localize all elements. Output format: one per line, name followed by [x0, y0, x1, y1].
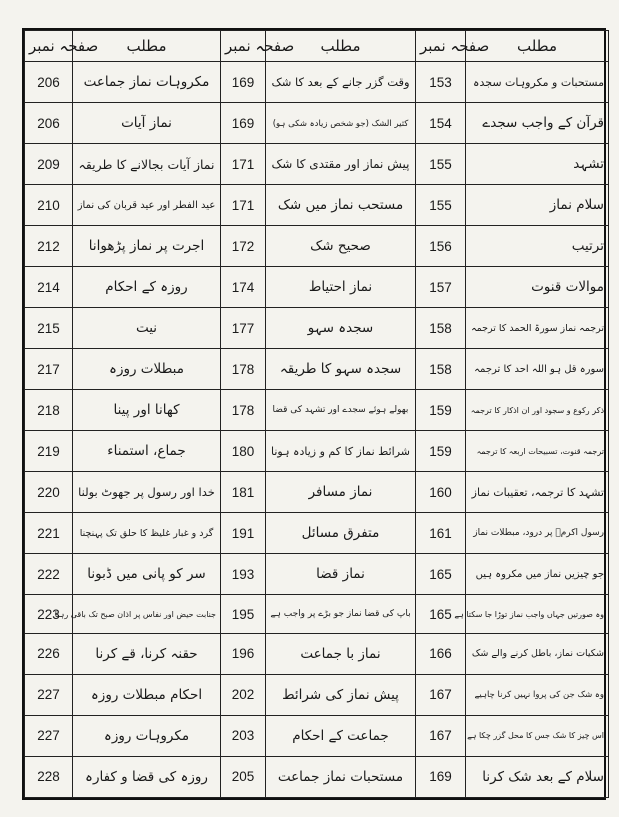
page-number-cell: 217	[25, 349, 73, 390]
page-number-cell: 156	[416, 226, 466, 267]
page-number-cell: 169	[221, 62, 266, 103]
topic-cell: جماعت کے احکام	[266, 715, 416, 756]
topic-cell: سورہ قل ہو اللہ احد کا ترجمہ	[466, 349, 609, 390]
topic-cell: سلام نماز	[466, 185, 609, 226]
header-page-number-3: صفحہ نمبر	[416, 31, 466, 62]
table-row	[25, 226, 609, 267]
page-number-cell: 191	[221, 513, 266, 554]
topic-cell: گرد و غبار غلیظ کا حلق تک پہنچنا	[73, 513, 221, 554]
topic-cell: نماز آیات بجالانے کا طریقہ	[73, 144, 221, 185]
topic-cell: نماز با جماعت	[266, 633, 416, 674]
page-number-cell: 169	[416, 756, 466, 797]
table-row	[25, 185, 609, 226]
page-number-cell: 202	[221, 674, 266, 715]
page-number-cell: 210	[25, 185, 73, 226]
topic-cell: عید الفطر اور عید قربان کی نماز	[73, 185, 221, 226]
topic-cell: شرائط نماز کا کم و زیادہ ہونا	[266, 431, 416, 472]
table-row	[25, 554, 609, 595]
topic-cell: نماز احتیاط	[266, 267, 416, 308]
topic-cell: اس چیز کا شک جس کا محل گزر چکا ہے	[466, 715, 609, 756]
page-number-cell: 223	[25, 595, 73, 634]
topic-cell: جنابت حیض اور نفاس پر اذان صبح تک باقی رہنا	[73, 595, 221, 634]
page-number-cell: 226	[25, 633, 73, 674]
page-number-cell: 171	[221, 185, 266, 226]
page-number-cell: 178	[221, 349, 266, 390]
page-number-cell: 178	[221, 390, 266, 431]
topic-cell: تشہد کا ترجمہ، تعقیبات نماز	[466, 472, 609, 513]
topic-cell: مبطلات روزہ	[73, 349, 221, 390]
page-number-cell: 165	[416, 595, 466, 634]
table-row	[25, 513, 609, 554]
page-number-cell: 218	[25, 390, 73, 431]
topic-cell: مکروہات روزہ	[73, 715, 221, 756]
topic-cell: صحیح شک	[266, 226, 416, 267]
page-number-cell: 165	[416, 554, 466, 595]
table-row	[25, 308, 609, 349]
page-number-cell: 181	[221, 472, 266, 513]
topic-cell: تشہد	[466, 144, 609, 185]
table-row	[25, 595, 609, 634]
header-page-number-2: صفحہ نمبر	[221, 31, 266, 62]
page-number-cell: 228	[25, 756, 73, 797]
table-row	[25, 674, 609, 715]
table-row	[25, 431, 609, 472]
page-number-cell: 209	[25, 144, 73, 185]
topic-cell: پیش نماز اور مقتدی کا شک	[266, 144, 416, 185]
page-number-cell: 220	[25, 472, 73, 513]
page-number-cell: 160	[416, 472, 466, 513]
topic-cell: اجرت پر نماز پڑھوانا	[73, 226, 221, 267]
page-number-cell: 193	[221, 554, 266, 595]
table-row	[25, 62, 609, 103]
table-row	[25, 267, 609, 308]
topic-cell: جو چیزیں نماز میں مکروہ ہیں	[466, 554, 609, 595]
topic-cell: ترتیب	[466, 226, 609, 267]
table-row	[25, 715, 609, 756]
topic-cell: کثیر الشک (جو شخص زیادہ شکی ہو)	[266, 103, 416, 144]
page-number-cell: 180	[221, 431, 266, 472]
header-topic-3: مطلب	[466, 31, 609, 62]
header-topic-1: مطلب	[73, 31, 221, 62]
page-number-cell: 167	[416, 715, 466, 756]
index-table	[24, 30, 609, 798]
table-row	[25, 349, 609, 390]
topic-cell: جماع، استمناء	[73, 431, 221, 472]
page-number-cell: 157	[416, 267, 466, 308]
topic-cell: پیش نماز کی شرائط	[266, 674, 416, 715]
topic-cell: روزہ کے احکام	[73, 267, 221, 308]
page-number-cell: 153	[416, 62, 466, 103]
header-row	[25, 31, 609, 62]
table-row	[25, 144, 609, 185]
page-number-cell: 212	[25, 226, 73, 267]
topic-cell: مستحب نماز میں شک	[266, 185, 416, 226]
topic-cell: قرآن کے واجب سجدے	[466, 103, 609, 144]
page-number-cell: 222	[25, 554, 73, 595]
topic-cell: روزہ کی قضا و کفارہ	[73, 756, 221, 797]
page-number-cell: 154	[416, 103, 466, 144]
topic-cell: کھانا اور پینا	[73, 390, 221, 431]
page-number-cell: 155	[416, 144, 466, 185]
topic-cell: باپ کی قضا نماز جو بڑے پر واجب ہے	[266, 595, 416, 634]
topic-cell: سجدہ سہو	[266, 308, 416, 349]
page-number-cell: 227	[25, 715, 73, 756]
topic-cell: رسول اکرمؐ پر درود، مبطلات نماز	[466, 513, 609, 554]
page-number-cell: 195	[221, 595, 266, 634]
header-topic-2: مطلب	[266, 31, 416, 62]
table-row	[25, 390, 609, 431]
table-row	[25, 756, 609, 797]
page-number-cell: 215	[25, 308, 73, 349]
page-number-cell: 203	[221, 715, 266, 756]
index-table-page	[22, 28, 606, 800]
topic-cell: نماز آیات	[73, 103, 221, 144]
topic-cell: متفرق مسائل	[266, 513, 416, 554]
page-number-cell: 158	[416, 308, 466, 349]
page-number-cell: 177	[221, 308, 266, 349]
topic-cell: سر کو پانی میں ڈبونا	[73, 554, 221, 595]
page-number-cell: 171	[221, 144, 266, 185]
topic-cell: نماز قضا	[266, 554, 416, 595]
topic-cell: احکام مبطلات روزہ	[73, 674, 221, 715]
page-number-cell: 167	[416, 674, 466, 715]
page-number-cell: 155	[416, 185, 466, 226]
page-number-cell: 159	[416, 390, 466, 431]
page-number-cell: 205	[221, 756, 266, 797]
table-row	[25, 472, 609, 513]
topic-cell: شکیات نماز، باطل کرنے والے شک	[466, 633, 609, 674]
topic-cell: وقت گزر جانے کے بعد کا شک	[266, 62, 416, 103]
topic-cell: نماز مسافر	[266, 472, 416, 513]
topic-cell: سلام کے بعد شک کرنا	[466, 756, 609, 797]
page-number-cell: 172	[221, 226, 266, 267]
topic-cell: وہ شک جن کی پروا نہیں کرنا چاہیے	[466, 674, 609, 715]
topic-cell: ترجمہ قنوت، تسبیحات اربعہ کا ترجمہ	[466, 431, 609, 472]
page-number-cell: 221	[25, 513, 73, 554]
page-number-cell: 166	[416, 633, 466, 674]
table-row	[25, 103, 609, 144]
topic-cell: سجدہ سہو کا طریقہ	[266, 349, 416, 390]
topic-cell: موالات قنوت	[466, 267, 609, 308]
topic-cell: مکروہات نماز جماعت	[73, 62, 221, 103]
page-number-cell: 206	[25, 62, 73, 103]
page-number-cell: 196	[221, 633, 266, 674]
page-number-cell: 214	[25, 267, 73, 308]
header-page-number-1: صفحہ نمبر	[25, 31, 73, 62]
page-number-cell: 174	[221, 267, 266, 308]
page-number-cell: 158	[416, 349, 466, 390]
page-number-cell: 219	[25, 431, 73, 472]
topic-cell: ذکر رکوع و سجود اور ان اذکار کا ترجمہ	[466, 390, 609, 431]
topic-cell: وہ صورتیں جہاں واجب نماز توڑا جا سکتا ہے	[466, 595, 609, 634]
topic-cell: نیت	[73, 308, 221, 349]
topic-cell: مستحبات نماز جماعت	[266, 756, 416, 797]
page-number-cell: 169	[221, 103, 266, 144]
topic-cell: بھولے ہوئے سجدے اور تشہد کی قضا	[266, 390, 416, 431]
topic-cell: مستحبات و مکروہات سجدہ	[466, 62, 609, 103]
table-row	[25, 633, 609, 674]
page-number-cell: 159	[416, 431, 466, 472]
page-number-cell: 206	[25, 103, 73, 144]
page-number-cell: 227	[25, 674, 73, 715]
topic-cell: ترجمہ نماز سورۃ الحمد کا ترجمہ	[466, 308, 609, 349]
page-number-cell: 161	[416, 513, 466, 554]
topic-cell: خدا اور رسول پر جھوٹ بولنا	[73, 472, 221, 513]
topic-cell: حقنہ کرنا، قے کرنا	[73, 633, 221, 674]
